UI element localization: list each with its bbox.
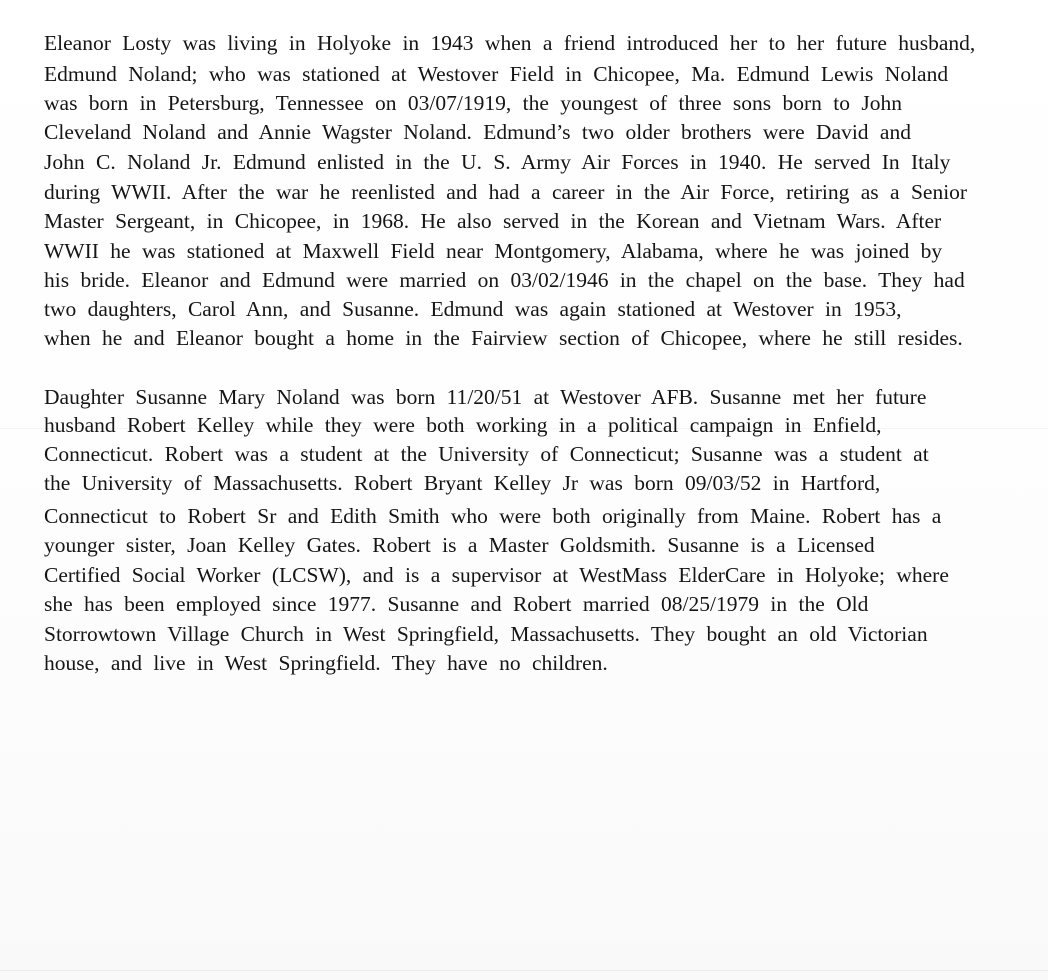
text-line: John C. Noland Jr. Edmund enlisted in the U. S. Army Air Forces in 1940. He served In Italy xyxy=(44,150,951,174)
text-line: Connecticut to Robert Sr and Edith Smith who were both originally from Maine. Robert has a xyxy=(44,504,942,528)
text-line: house, and live in West Springfield. They have no children. xyxy=(44,651,608,675)
text-line: Eleanor Losty was living in Holyoke in 1943 when a friend introduced her to her future husband, xyxy=(44,31,976,55)
text-line: was born in Petersburg, Tennessee on 03/07/1919, the youngest of three sons born to John xyxy=(44,91,902,115)
text-line: his bride. Eleanor and Edmund were married on 03/02/1946 in the chapel on the base. They had xyxy=(44,268,965,292)
text-line: Daughter Susanne Mary Noland was born 11/20/51 at Westover AFB. Susanne met her future xyxy=(44,385,927,409)
paper-bottom-edge xyxy=(0,970,1048,971)
text-line: Edmund Noland; who was stationed at Westover Field in Chicopee, Ma. Edmund Lewis Noland xyxy=(44,62,949,86)
text-line: the University of Massachusetts. Robert Bryant Kelley Jr was born 09/03/52 in Hartford, xyxy=(44,471,881,495)
text-line: Storrowtown Village Church in West Springfield, Massachusetts. They bought an old Victorian xyxy=(44,622,928,646)
text-line: during WWII. After the war he reenlisted and had a career in the Air Force, retiring as a Senior xyxy=(44,180,968,204)
text-line: she has been employed since 1977. Susanne and Robert married 08/25/1979 in the Old xyxy=(44,592,869,616)
text-line: younger sister, Joan Kelley Gates. Robert is a Master Goldsmith. Susanne is a Licensed xyxy=(44,533,875,557)
text-line: Connecticut. Robert was a student at the University of Connecticut; Susanne was a student at xyxy=(44,442,929,466)
text-line: WWII he was stationed at Maxwell Field near Montgomery, Alabama, where he was joined by xyxy=(44,239,943,263)
text-line: when he and Eleanor bought a home in the Fairview section of Chicopee, where he still resides. xyxy=(44,326,963,350)
text-line: Certified Social Worker (LCSW), and is a supervisor at WestMass ElderCare in Holyoke; where xyxy=(44,563,949,587)
text-line: Master Sergeant, in Chicopee, in 1968. He also served in the Korean and Vietnam Wars. After xyxy=(44,209,942,233)
text-line: two daughters, Carol Ann, and Susanne. Edmund was again stationed at Westover in 1953, xyxy=(44,297,902,321)
text-line: husband Robert Kelley while they were both working in a political campaign in Enfield, xyxy=(44,413,882,437)
text-line: Cleveland Noland and Annie Wagster Noland. Edmund’s two older brothers were David and xyxy=(44,120,911,144)
